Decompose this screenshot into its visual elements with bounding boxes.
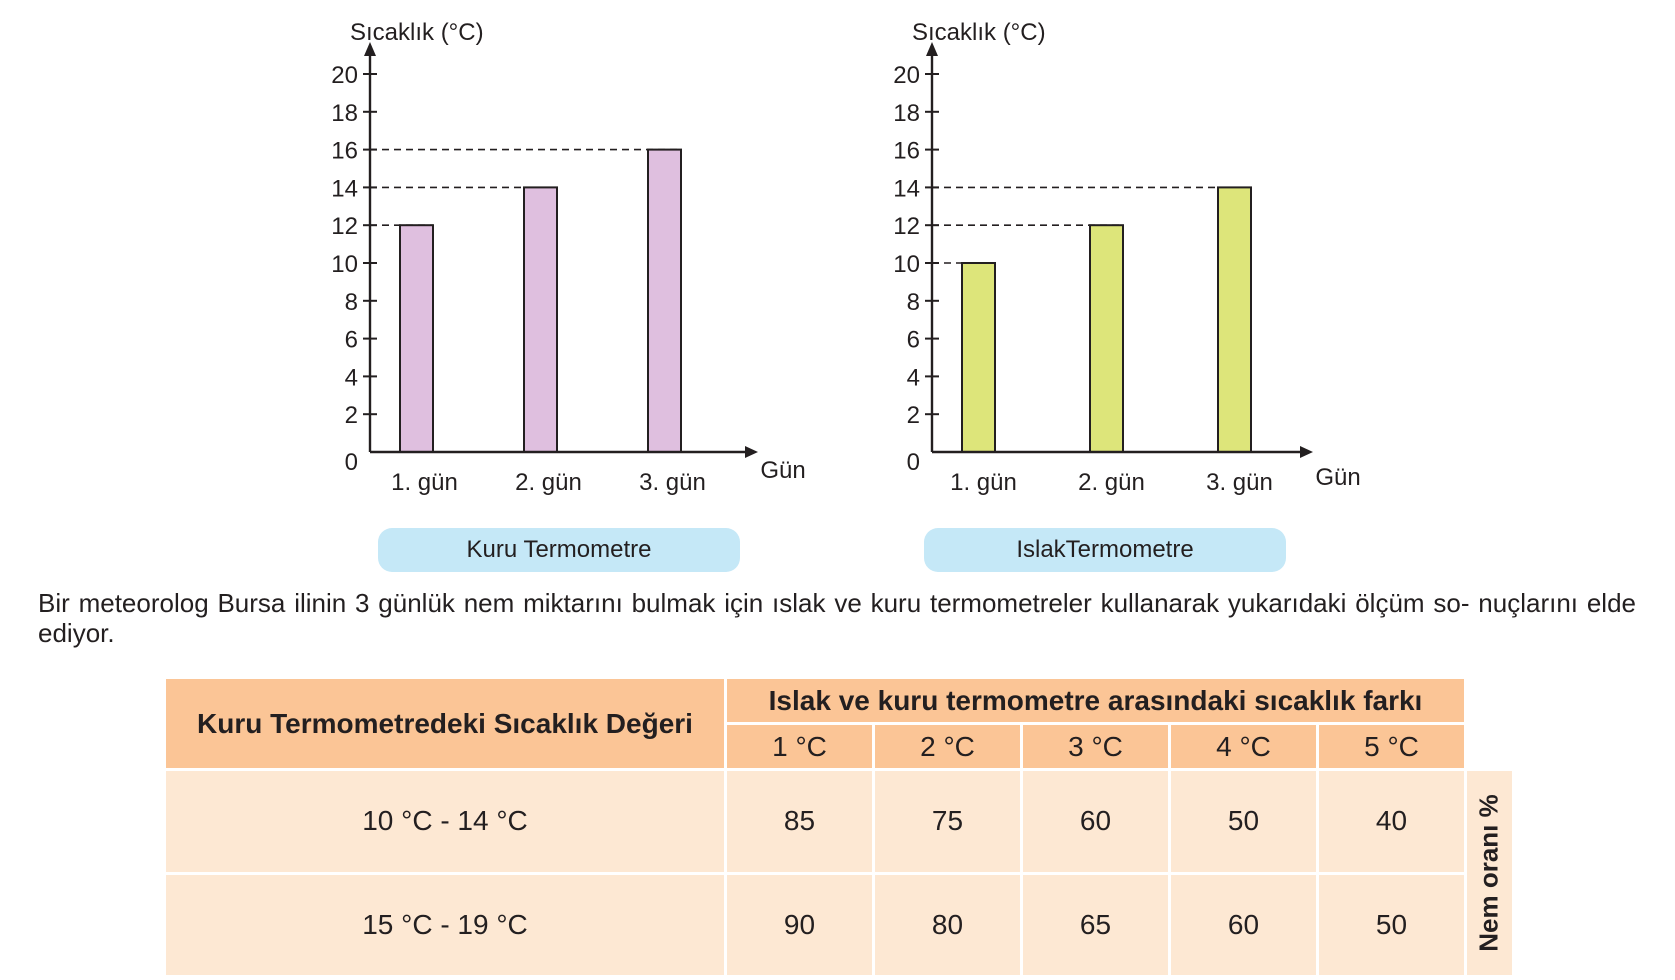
table-cell: 75	[874, 770, 1022, 874]
y-axis-title: Sıcaklık (°C)	[912, 19, 1046, 46]
x-axis-arrow	[1300, 446, 1313, 458]
description-text: Bir meteorolog Bursa ilinin 3 günlük nem miktarını bulmak için ıslak ve kuru termometreler kullanarak yukarıdaki ölçüm so- nuçlarını elde ediyor.	[38, 588, 1636, 648]
row-label: 10 °C - 14 °C	[165, 770, 726, 874]
y-tick-label: 18	[893, 99, 920, 127]
y-tick-label: 18	[331, 99, 358, 127]
x-tick-label: 3. gün	[1206, 469, 1273, 496]
table-cell: 60	[1022, 770, 1170, 874]
y-tick-label: 16	[893, 137, 920, 165]
bar	[962, 263, 995, 452]
table-cell: 65	[1022, 873, 1170, 977]
table-row	[165, 873, 1514, 977]
humidity-table	[163, 676, 1515, 978]
group-header: Islak ve kuru termometre arasındaki sıcaklık farkı	[726, 678, 1466, 724]
x-axis-title: Gün	[760, 457, 806, 484]
column-header: 4 °C	[1170, 724, 1318, 770]
y-tick-label: 14	[331, 175, 358, 203]
y-tick-label: 10	[331, 251, 358, 278]
y-tick-label: 10	[893, 251, 920, 278]
y-tick-label: 2	[344, 402, 358, 430]
column-header: 2 °C	[874, 724, 1022, 770]
x-tick-label: 2. gün	[1078, 469, 1145, 496]
y-tick-label: 12	[331, 213, 358, 241]
row-header: Kuru Termometredeki Sıcaklık Değeri	[165, 678, 726, 770]
y-tick-label: 0	[906, 449, 920, 476]
x-tick-label: 1. gün	[950, 469, 1017, 496]
y-tick-label: 20	[893, 62, 920, 89]
table-cell: 50	[1318, 873, 1466, 977]
y-tick-label: 2	[906, 402, 920, 430]
table-cell: 60	[1170, 873, 1318, 977]
column-header: 1 °C	[726, 724, 874, 770]
wet-thermometer-label: IslakTermometre	[924, 528, 1286, 572]
y-tick-label: 14	[893, 175, 920, 203]
y-tick-label: 8	[906, 288, 920, 316]
table-cell: 80	[874, 873, 1022, 977]
x-tick-label: 2. gün	[515, 469, 582, 496]
column-header: 5 °C	[1318, 724, 1466, 770]
x-tick-label: 3. gün	[639, 469, 706, 496]
row-label: 15 °C - 19 °C	[165, 873, 726, 977]
bar	[1218, 187, 1251, 452]
x-axis-title: Gün	[1315, 464, 1361, 491]
y-tick-label: 4	[906, 364, 920, 392]
table-cell: 40	[1318, 770, 1466, 874]
side-label-text: Nem oranı %	[1473, 794, 1504, 952]
y-tick-label: 20	[331, 62, 358, 89]
y-tick-label: 6	[344, 326, 358, 354]
y-tick-label: 8	[344, 288, 358, 316]
y-tick-label: 4	[344, 364, 358, 392]
bar	[1090, 225, 1123, 452]
y-tick-label: 0	[344, 449, 358, 476]
humidity-side-label	[1466, 770, 1514, 977]
x-tick-label: 1. gün	[391, 469, 458, 496]
table-cell: 90	[726, 873, 874, 977]
table-cell: 85	[726, 770, 874, 874]
y-axis-title: Sıcaklık (°C)	[350, 19, 484, 46]
table-row	[165, 770, 1514, 874]
dry-thermometer-label: Kuru Termometre	[378, 528, 740, 572]
y-tick-label: 12	[893, 213, 920, 241]
table-cell: 50	[1170, 770, 1318, 874]
y-tick-label: 6	[906, 326, 920, 354]
y-tick-label: 16	[331, 137, 358, 165]
column-header: 3 °C	[1022, 724, 1170, 770]
